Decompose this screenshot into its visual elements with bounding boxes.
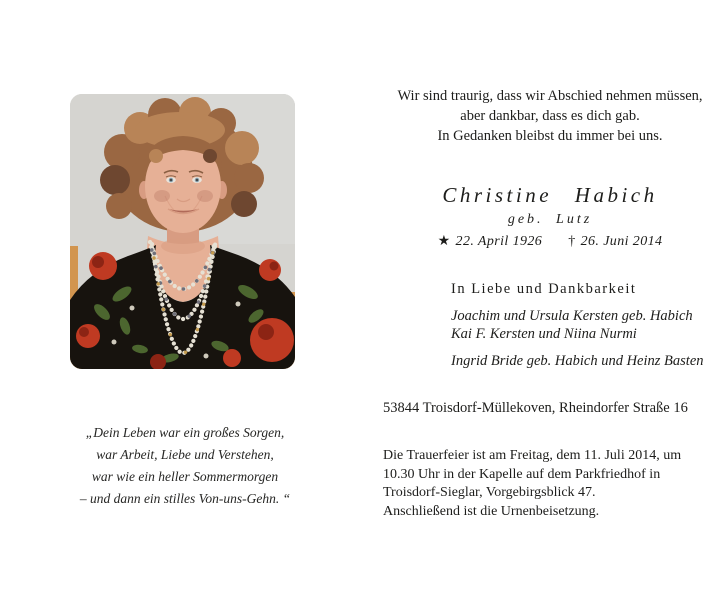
mourner-line: Ingrid Bride geb. Habich und Heinz Basten [451, 353, 704, 369]
opening-line: aber dankbar, dass es dich gab. [460, 108, 640, 124]
maiden-name: geb. Lutz [507, 212, 593, 227]
portrait-photo [70, 94, 295, 369]
death-cross-icon: † [568, 234, 576, 249]
funeral-info [383, 447, 681, 522]
life-dates [374, 233, 726, 250]
birth-star-icon: ★ [437, 234, 451, 249]
deceased-name: Christine Habich [442, 183, 658, 207]
opening-line: Wir sind traurig, dass wir Abschied nehmen müssen, [397, 88, 703, 104]
quote-line: war Arbeit, Liebe und Verstehen, [96, 447, 274, 462]
mourner-line: Joachim und Ursula Kersten geb. Habich [451, 308, 693, 324]
quote-line: – und dann ein stilles Von-uns-Gehn. “ [79, 491, 291, 506]
address-line: 53844 Troisdorf-Müllekoven, Rheindorfer Straße 16 [383, 400, 688, 416]
quote-line: war wie ein heller Sommermorgen [91, 469, 279, 484]
funeral-line: Anschließend ist die Urnenbeisetzung. [383, 504, 600, 520]
mourners-list [451, 307, 704, 370]
opening-line: In Gedanken bleibst du immer bei uns. [437, 128, 663, 144]
death-date: 26. Juni 2014 [580, 234, 663, 249]
quote-line: „Dein Leben war ein großes Sorgen, [85, 425, 285, 440]
funeral-line: Die Trauerfeier ist am Freitag, dem 11. Juli 2014, um [383, 448, 682, 463]
mourner-line: Kai F. Kersten und Niina Nurmi [451, 326, 637, 342]
funeral-line: Troisdorf-Sieglar, Vorgebirgsblick 47. [383, 485, 596, 501]
memorial-quote [50, 422, 320, 510]
portrait-illustration [70, 94, 295, 369]
opening-text [374, 86, 726, 146]
dedication-text: In Liebe und Dankbarkeit [451, 281, 637, 297]
birth-date: 22. April 1926 [455, 234, 543, 249]
funeral-line: 10.30 Uhr in der Kapelle auf dem Parkfriedhof in [383, 466, 661, 482]
